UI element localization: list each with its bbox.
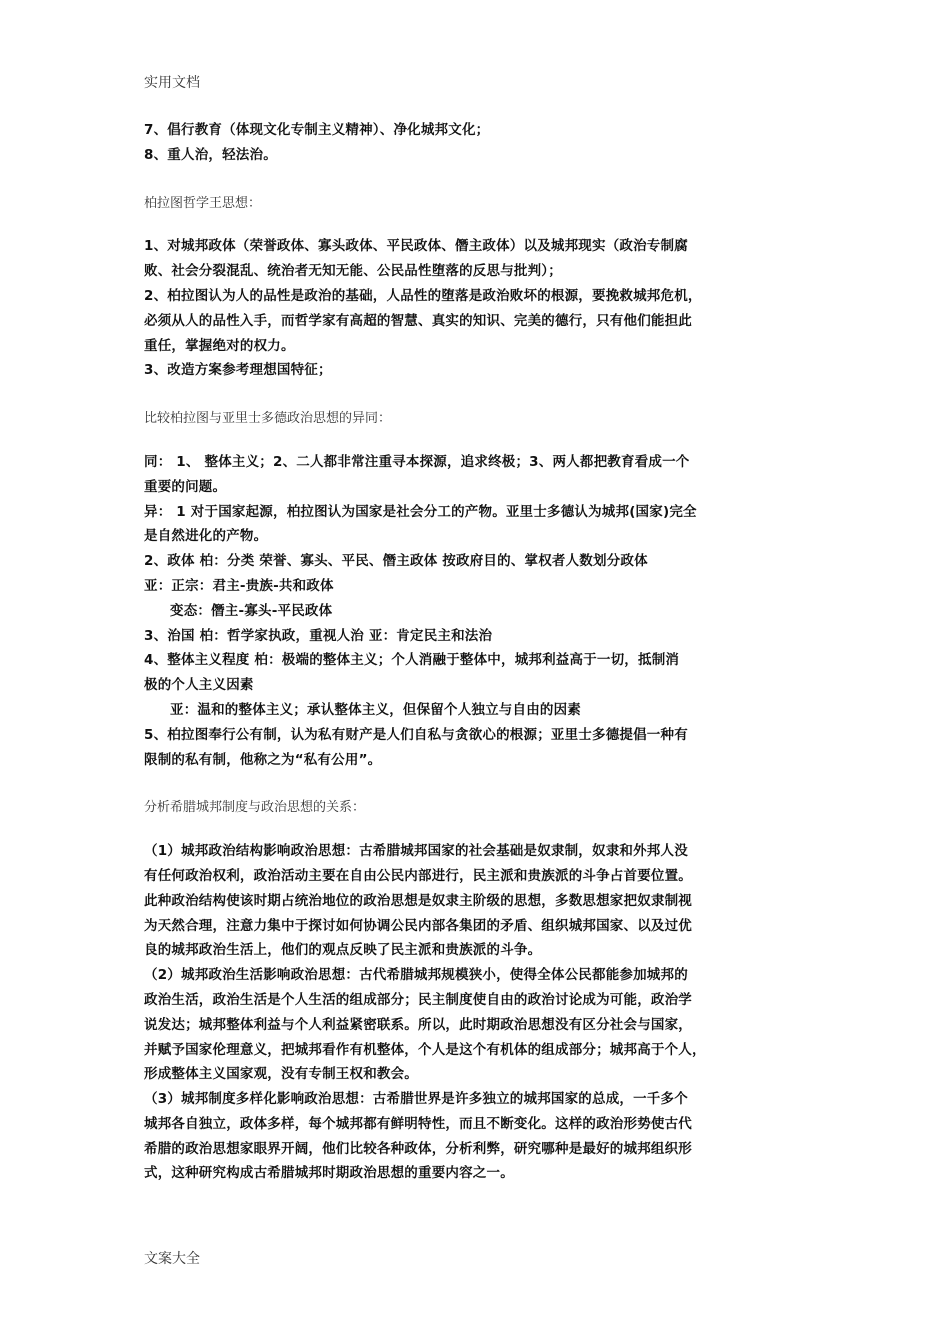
paragraph-line: 必须从人的品性入手，而哲学家有高超的智慧、真实的知识、完美的德行，只有他们能担此 xyxy=(144,312,692,329)
paragraph-line: 重要的问题。 xyxy=(144,478,227,495)
paragraph-line: 说发达；城邦整体利益与个人利益紧密联系。所以，此时期政治思想没有区分社会与国家， xyxy=(144,1016,692,1033)
paragraph-line: 同： 1、 整体主义；2、二人都非常注重寻本探源，追求终极；3、两人都把教育看成一个 xyxy=(144,453,690,470)
paragraph-line: 2、政体 柏：分类 荣誉、寡头、平民、僭主政体 按政府目的、掌权者人数划分政体 xyxy=(144,553,648,570)
paragraph-line: 限制的私有制，他称之为“私有公用”。 xyxy=(144,751,382,768)
list-item: 8、重人治，轻法治。 xyxy=(144,146,277,163)
paragraph-line: 极的个人主义因素 xyxy=(144,677,254,694)
list-item: 7、倡行教育（体现文化专制主义精神）、净化城邦文化； xyxy=(144,122,490,138)
page-footer: 文案大全 xyxy=(144,1251,200,1267)
section-city-state-analysis xyxy=(144,796,812,1186)
paragraph-line: 是自然进化的产物。 xyxy=(144,528,268,545)
paragraph-line: 有任何政治权利，政治活动主要在自由公民内部进行，民主派和贵族派的斗争占首要位置。 xyxy=(144,867,692,884)
paragraph-line: （2）城邦政治生活影响政治思想：古代希腊城邦规模狭小，使得全体公民都能参加城邦的 xyxy=(144,967,688,984)
paragraph-line: 为天然合理，注意力集中于探讨如何协调公民内部各集团的矛盾、组织城邦国家、以及过优 xyxy=(144,917,692,934)
page-header: 实用文档 xyxy=(144,75,200,91)
paragraph-line: 式，这种研究构成古希腊城邦时期政治思想的重要内容之一。 xyxy=(144,1165,514,1182)
paragraph-line: 此种政治结构使该时期占统治地位的政治思想是奴隶主阶级的思想，多数思想家把奴隶制视 xyxy=(144,892,692,909)
paragraph-line: 5、柏拉图奉行公有制，认为私有财产是人们自私与贪欲心的根源；亚里士多德提倡一种有 xyxy=(144,726,688,743)
section-title: 柏拉图哲学王思想： xyxy=(144,195,262,211)
paragraph-line: 亚：温和的整体主义；承认整体主义，但保留个人独立与自由的因素 xyxy=(170,701,581,718)
paragraph-line: 3、改造方案参考理想国特征； xyxy=(144,362,332,379)
paragraph-line: 政治生活，政治生活是个人生活的组成部分；民主制度使自由的政治讨论成为可能，政治学 xyxy=(144,991,692,1008)
paragraph-line: 3、治国 柏：哲学家执政，重视人治 亚：肯定民主和法治 xyxy=(144,627,493,644)
paragraph-line: 亚：正宗：君主-贵族-共和政体 xyxy=(144,577,334,594)
paragraph-line: 1、对城邦政体（荣誉政体、寡头政体、平民政体、僭主政体）以及城邦现实（政治专制腐 xyxy=(144,238,688,255)
paragraph-line: （3）城邦制度多样化影响政治思想：古希腊世界是许多独立的城邦国家的总成，一千多个 xyxy=(144,1091,688,1108)
list-block-1 xyxy=(144,118,812,168)
paragraph-line: 变态：僭主-寡头-平民政体 xyxy=(170,602,333,619)
paragraph-line: 异： 1 对于国家起源，柏拉图认为国家是社会分工的产物。亚里士多德认为城邦(国家)完全 xyxy=(144,503,697,520)
paragraph-line: 4、整体主义程度 柏：极端的整体主义；个人消融于整体中，城邦利益高于一切，抵制消 xyxy=(144,652,680,669)
section-comparison xyxy=(144,407,812,772)
section-title: 分析希腊城邦制度与政治思想的关系： xyxy=(144,800,366,816)
paragraph-line: 形成整体主义国家观，没有专制王权和教会。 xyxy=(144,1066,418,1083)
document-body xyxy=(144,118,812,1186)
section-title: 比较柏拉图与亚里士多德政治思想的异同： xyxy=(144,411,392,427)
paragraph-line: 良的城邦政治生活上，他们的观点反映了民主派和贵族派的斗争。 xyxy=(144,942,542,959)
paragraph-line: 2、柏拉图认为人的品性是政治的基础，人品性的堕落是政治败坏的根源，要挽救城邦危机， xyxy=(144,287,702,304)
section-philosopher-king xyxy=(144,192,812,384)
paragraph-line: 败、社会分裂混乱、统治者无知无能、公民品性堕落的反思与批判）； xyxy=(144,263,562,280)
paragraph-line: 重任，掌握绝对的权力。 xyxy=(144,337,295,354)
paragraph-line: 希腊的政治思想家眼界开阔，他们比较各种政体，分析利弊，研究哪种是最好的城邦组织形 xyxy=(144,1140,692,1157)
paragraph-line: （1）城邦政治结构影响政治思想：古希腊城邦国家的社会基础是奴隶制，奴隶和外邦人没 xyxy=(144,843,688,860)
paragraph-line: 城邦各自独立，政体多样，每个城邦都有鲜明特性，而且不断变化。这样的政治形势使古代 xyxy=(144,1115,692,1132)
paragraph-line: 并赋予国家伦理意义，把城邦看作有机整体，个人是这个有机体的组成部分；城邦高于个人， xyxy=(144,1041,706,1058)
